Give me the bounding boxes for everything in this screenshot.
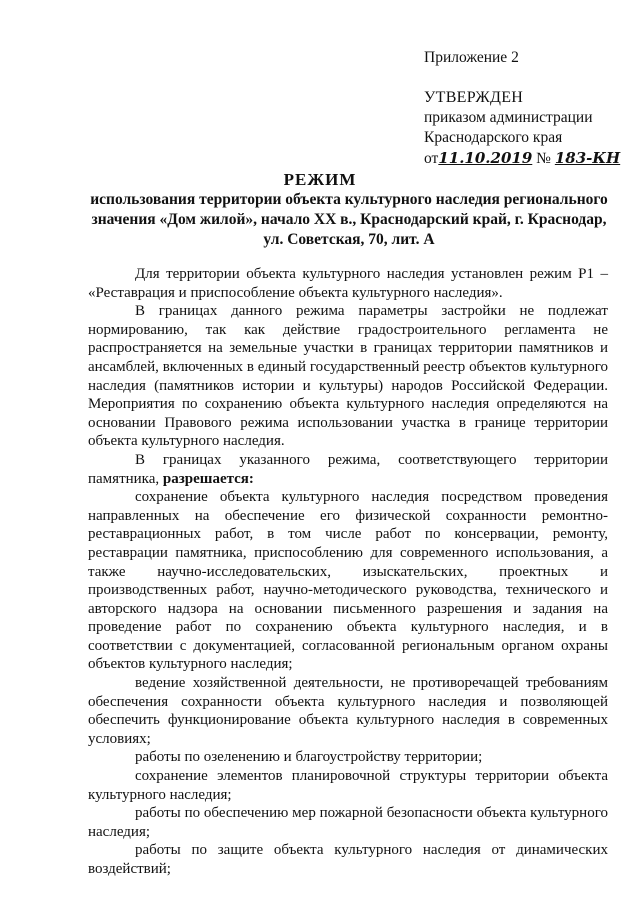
order-date-number: [424, 148, 620, 169]
order-date: 11.10.2019: [438, 149, 533, 167]
list-item: работы по обеспечению мер пожарной безопасности объекта культурного наследия;: [88, 805, 608, 840]
paragraph: Для территории объекта культурного наследия установлен режим Р1 – «Реставрация и приспособление объекта культурного наследия».: [88, 266, 608, 301]
list-item: работы по озеленению и благоустройству территории;: [135, 749, 483, 766]
order-number: 183-КН: [554, 149, 621, 167]
list-item: сохранение объекта культурного наследия посредством проведения направленных на обеспечение его физической сохранности ремонтно-реставрационных работ, в том числе работ по консервации, ремонту, реставрации памятника, приспособлению для современного использования, а также научно-исследовательских, изыскательских, проектных и производственных работ, научно-методического руководства, технического и авторского надзора на основании письменного разрешения и задания на проведение работ по сохранению объекта культурного наследия, и в соответствии с документацией, согласованной региональным органом охраны объектов культурного наследия;: [88, 489, 608, 673]
document-title: РЕЖИМ: [283, 170, 357, 189]
approval-line-1: приказом администрации: [424, 109, 593, 126]
paragraph: В границах данного режима параметры застройки не подлежат нормированию, так как действие градостроительного регламента не распространяется на земельные участки в границах территории памятников и ансамблей, включенных в единый государственный реестр объектов культурного наследия (памятников истории и культуры) народов Российской Федерации. Мероприятия по сохранению объекта культурного наследия определяются на основании Правового режима использовании участка в границе территории объекта культурного наследия.: [88, 303, 608, 450]
number-sign: №: [536, 150, 551, 167]
allowed-label: разрешается:: [162, 470, 254, 487]
list-item: сохранение элементов планировочной структуры территории объекта культурного наследия;: [88, 768, 608, 803]
paragraph: [88, 451, 608, 488]
approved-label: УТВЕРЖДЕН: [424, 89, 524, 106]
approval-line-2: Краснодарского края: [424, 129, 563, 146]
document-subtitle: использования территории объекта культурного наследия регионального значения «Дом жилой», начало XX в., Краснодарский край, г. Краснодар, ул. Советская, 70, лит. А: [90, 191, 608, 248]
document-body: [88, 265, 608, 879]
list-item: работы по защите объекта культурного наследия от динамических воздействий;: [88, 842, 608, 877]
appendix-label: Приложение 2: [424, 49, 519, 66]
paragraph-text: В границах указанного режима, соответствующего территории памятника,: [88, 451, 608, 487]
list-item: ведение хозяйственной деятельности, не противоречащей требованиям обеспечения сохранности объекта культурного наследия и позволяющей обеспечить функционирование объекта культурного наследия в современных условиях;: [88, 675, 608, 747]
from-prefix: от: [424, 150, 439, 167]
approval-block: [424, 48, 620, 169]
